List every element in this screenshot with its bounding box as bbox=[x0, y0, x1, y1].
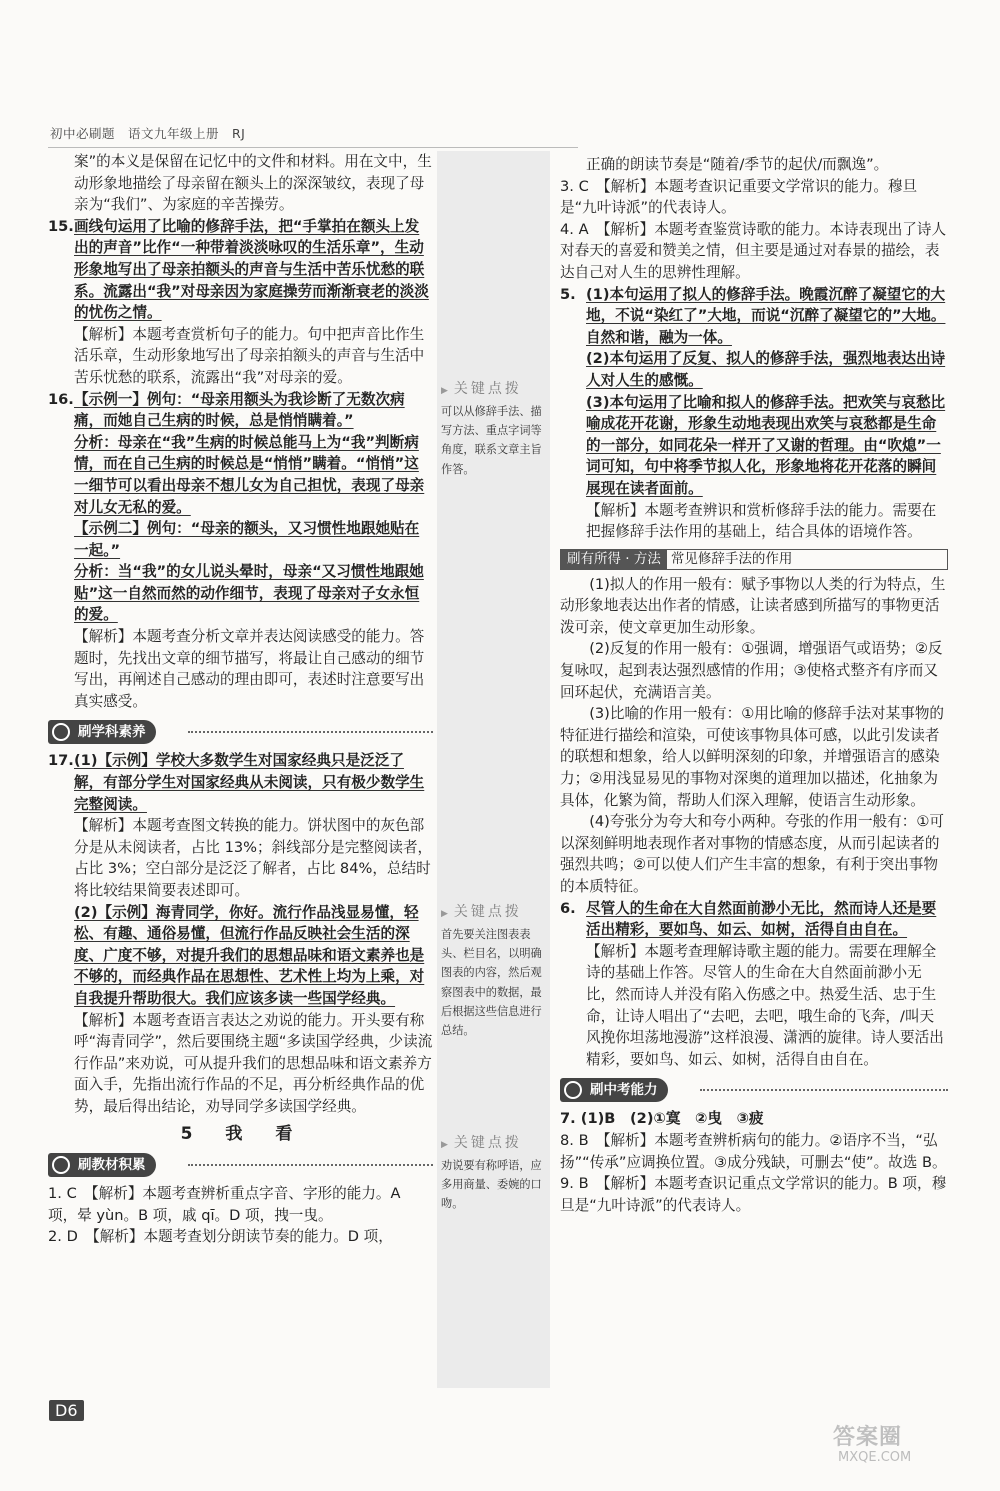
answer-2: 2. D 【解析】本题考查划分朗读节奏的能力。D 项， bbox=[48, 1228, 393, 1246]
tip-text: 可以从修辞手法、描写方法、重点字词等角度，联系文章主旨作答。 bbox=[441, 405, 542, 476]
answer-text: 【示例一】例句：“母亲用额头为我诊断了无数次病痛，而她自己生病的时候，总是悄悄瞒着。” bbox=[74, 390, 405, 430]
running-header: 初中必刷题 语文九年级上册 RJ bbox=[50, 126, 246, 141]
method-tag: 刷有所得 · 方法 bbox=[561, 550, 667, 569]
tip-box-2 bbox=[441, 902, 547, 1040]
question-number: 17. bbox=[48, 752, 74, 770]
watermark-site: MXQE.COM bbox=[838, 1450, 912, 1465]
question-number: 5. bbox=[560, 285, 576, 303]
question-number: 6. bbox=[560, 899, 576, 917]
analysis-6: 【解析】本题考查理解诗歌主题的能力。需要在理解全诗的基础上作答。尽管人的生命在大自然面前渺小无比，然而诗人并没有陷入伤感之中。热爱生活、忠于生命，让诗人唱出了“去吧，去吧，哦生命的飞奔，/叫天风挽你坦荡地漫游”这样浪漫、潇洒的旋律。诗人要活出精彩，要如鸟、如云、如树，活得自由自在。 bbox=[586, 942, 944, 1068]
section-banner bbox=[48, 720, 433, 744]
answer-5 bbox=[560, 284, 948, 349]
question-number: 15. bbox=[48, 217, 74, 235]
method-title: 常见修辞手法的作用 bbox=[670, 550, 793, 567]
answer-text: (1)本句运用了拟人的修辞手法。晚霞沉醉了凝望它的大地，不说“染红了”大地，而说“沉醉了凝望它的”大地。自然和谐，融为一体。 bbox=[586, 285, 946, 346]
banner-dots bbox=[188, 731, 433, 733]
paragraph: 正确的朗读节奏是“随着/季节的起伏/而飘逸”。 bbox=[586, 156, 889, 173]
answer-4: 4. A 【解析】本题考查鉴赏诗歌的能力。本诗表现出了诗人对春天的喜爱和赞美之情，但主要是通过对春景的描绘，表达自己对人生的思辨性理解。 bbox=[560, 220, 947, 281]
banner-label: 刷学科素养 bbox=[48, 720, 156, 744]
lesson-title: 5 我 看 bbox=[180, 1123, 301, 1144]
method-item: (3)比喻的作用一般有：①用比喻的修辞手法对某事物的特征进行描绘和渲染，可使该事物具体可感，以此引发读者的联想和想象，给人以鲜明深刻的印象，并增强语言的感染力；②用浅显易见的事物对深奥的道理加以描述，化抽象为具体，化繁为简，帮助人们深入理解，使语言生动形象。 bbox=[560, 705, 945, 809]
right-column bbox=[560, 154, 948, 1216]
tip-box-1 bbox=[441, 379, 547, 479]
method-item: (4)夸张分为夸大和夸小两种。夸张的作用一般有：①可以深刻鲜明地表现作者对事物的情感态度，从而引起读者的强烈共鸣；②可以使人们产生丰富的想象，有利于突出事物的本质特征。 bbox=[560, 813, 945, 895]
banner-label: 刷教材积累 bbox=[48, 1153, 156, 1177]
tip-text: 首先要关注图表表头、栏目名，以明确图表的内容，然后观察图表中的数据，最后根据这些信息进行总结。 bbox=[441, 928, 542, 1038]
paragraph: 案”的本义是保留在记忆中的文件和材料。用在文中，生动形象地描绘了母亲留在额头上的深深皱纹，表现了母亲为“我们”、为家庭的辛苦操劳。 bbox=[74, 153, 432, 214]
answer-text: 画线句运用了比喻的修辞手法，把“手掌拍在额头上发出的声音”比作“一种带着淡淡咏叹的生活乐章”，生动形象地写出了母亲拍额头的声音与生活中苦乐忧愁的联系。流露出“我”对母亲因为家庭操劳而渐渐衰老的淡淡的忧伤之情。 bbox=[74, 217, 429, 322]
page-number: D6 bbox=[49, 1400, 84, 1421]
method-box-header bbox=[560, 549, 948, 570]
analysis-17-2: 【解析】本题考查语言表达之劝说的能力。开头要有称呼“海青同学”，然后要围绕主题“多读国学经典，少读流行作品”来劝说，可从提升我们的思想品味和语文素养方面入手，先指出流行作品的不足，再分析经典作品的优势，最后得出结论，劝导同学多读国学经典。 bbox=[74, 1011, 433, 1115]
answer-5-2: (2)本句运用了反复、拟人的修辞手法，强烈地表达出诗人对人生的感慨。 bbox=[586, 350, 946, 389]
header-rule bbox=[48, 147, 578, 148]
answer-3: 3. C 【解析】本题考查识记重要文学常识的能力。穆旦是“九叶诗派”的代表诗人。 bbox=[560, 177, 918, 217]
tip-title: ▶ 关键点拨 bbox=[441, 379, 547, 401]
answer-text: 尽管人的生命在大自然面前渺小无比，然而诗人还是要活出精彩，要如鸟、如云、如树，活得自由自在。 bbox=[586, 899, 937, 939]
left-column bbox=[48, 151, 433, 1248]
tip-title: ▶ 关键点拨 bbox=[441, 902, 547, 924]
banner-label: 刷中考能力 bbox=[560, 1078, 668, 1102]
section-banner bbox=[48, 1153, 433, 1177]
answer-16 bbox=[48, 389, 433, 432]
answer-9: 9. B 【解析】本题考查识记重点文学常识的能力。B 项，穆旦是“九叶诗派”的代表诗人。 bbox=[560, 1175, 947, 1214]
answer-7: 7. (1)B (2)①寞 ②曳 ③疲 bbox=[560, 1110, 764, 1128]
method-item: (1)拟人的作用一般有：赋予事物以人类的行为特点，生动形象地表达出作者的情感，让读者感到所描写的事物更活泼可亲，使文章更加生动形象。 bbox=[560, 575, 946, 636]
method-item: (2)反复的作用一般有：①强调，增强语气或语势；②反复咏叹，起到表达强烈感情的作用；③使格式整齐有序而又回环起伏，充满语言美。 bbox=[560, 640, 943, 701]
answer-16-analysis1: 分析：母亲在“我”生病的时候总能马上为“我”判断病情，而在自己生病的时候总是“悄悄”瞒着。“悄悄”这一细节可以看出母亲不想儿女为自己担忧，表现了母亲对儿女无私的爱。 bbox=[74, 433, 425, 516]
answer-16-analysis2: 分析：当“我”的女儿说头晕时，母亲“又习惯性地跟她贴”这一自然而然的动作细节，表现了母亲对子女永恒的爱。 bbox=[74, 563, 424, 624]
answer-8: 8. B 【解析】本题考查辨析病句的能力。②语序不当，“弘扬”“传承”应调换位置。③成分残缺，可删去“使”。故选 B。 bbox=[560, 1131, 947, 1171]
tip-title: ▶ 关键点拨 bbox=[441, 1133, 547, 1155]
answer-6 bbox=[560, 898, 948, 941]
book-icon bbox=[52, 1156, 70, 1174]
tip-text: 劝说要有称呼语，应多用商量、委婉的口吻。 bbox=[441, 1159, 542, 1211]
analysis-17-1: 【解析】本题考查图文转换的能力。饼状图中的灰色部分是从未阅读者，占比 13%；斜线部分是完整阅读者，占比 3%；空白部分是泛泛了解者，占比 84%，总结时将比较结果简要表述即可。 bbox=[74, 817, 433, 899]
answer-5-3: (3)本句运用了比喻和拟人的修辞手法。把欢笑与哀愁比喻成花开花谢，形象生动地表现出欢笑与哀愁都是生命的一部分，如同花朵一样开了又谢的哲理。由“吹熄”一词可知，句中将季节拟人化，形象地将花开花落的瞬间展现在读者面前。 bbox=[586, 393, 946, 497]
watermark-logo: 答案圈 bbox=[833, 1425, 903, 1450]
question-number: 16. bbox=[48, 390, 74, 408]
banner-dots bbox=[188, 1164, 433, 1166]
book-icon bbox=[52, 723, 70, 741]
answer-1: 1. C 【解析】本题考查辨析重点字音、字形的能力。A 项，晕 yùn。B 项，戚 qī。D 项，拽一曳。 bbox=[48, 1185, 401, 1224]
analysis-15: 【解析】本题考查赏析句子的能力。句中把声音比作生活乐章，生动形象地写出了母亲拍额头的声音与生活中苦乐忧愁的联系，流露出“我”对母亲的爱。 bbox=[74, 325, 425, 386]
answer-17-2: (2)【示例】海青同学，你好。流行作品浅显易懂，轻松、有趣、通俗易懂，但流行作品反映社会生活的深度、广度不够，对提升我们的思想品味和语文素养也是不够的，而经典作品在思想性、艺术性上均为上乘，对自我提升帮助很大。我们应该多读一些国学经典。 bbox=[74, 903, 425, 1007]
tip-box-3 bbox=[441, 1133, 547, 1214]
section-banner bbox=[560, 1078, 948, 1102]
answer-15 bbox=[48, 216, 433, 324]
answer-17 bbox=[48, 750, 433, 815]
analysis-5: 【解析】本题考查辨识和赏析修辞手法的能力。需要在把握修辞手法作用的基础上，结合具体的语境作答。 bbox=[586, 501, 937, 541]
banner-dots bbox=[700, 1089, 948, 1091]
answer-16-example2: 【示例二】例句：“母亲的额头，又习惯性地跟她贴在一起。” bbox=[74, 520, 420, 559]
analysis-16: 【解析】本题考查分析文章并表达阅读感受的能力。答题时，先找出文章的细节描写，将最让自己感动的细节写出，再阐述自己感动的理由即可，表述时注意要写出真实感受。 bbox=[74, 628, 425, 710]
book-icon bbox=[564, 1081, 582, 1099]
answer-text: (1)【示例】学校大多数学生对国家经典只是泛泛了解，有部分学生对国家经典从未阅读，只有极少数学生完整阅读。 bbox=[74, 752, 425, 813]
